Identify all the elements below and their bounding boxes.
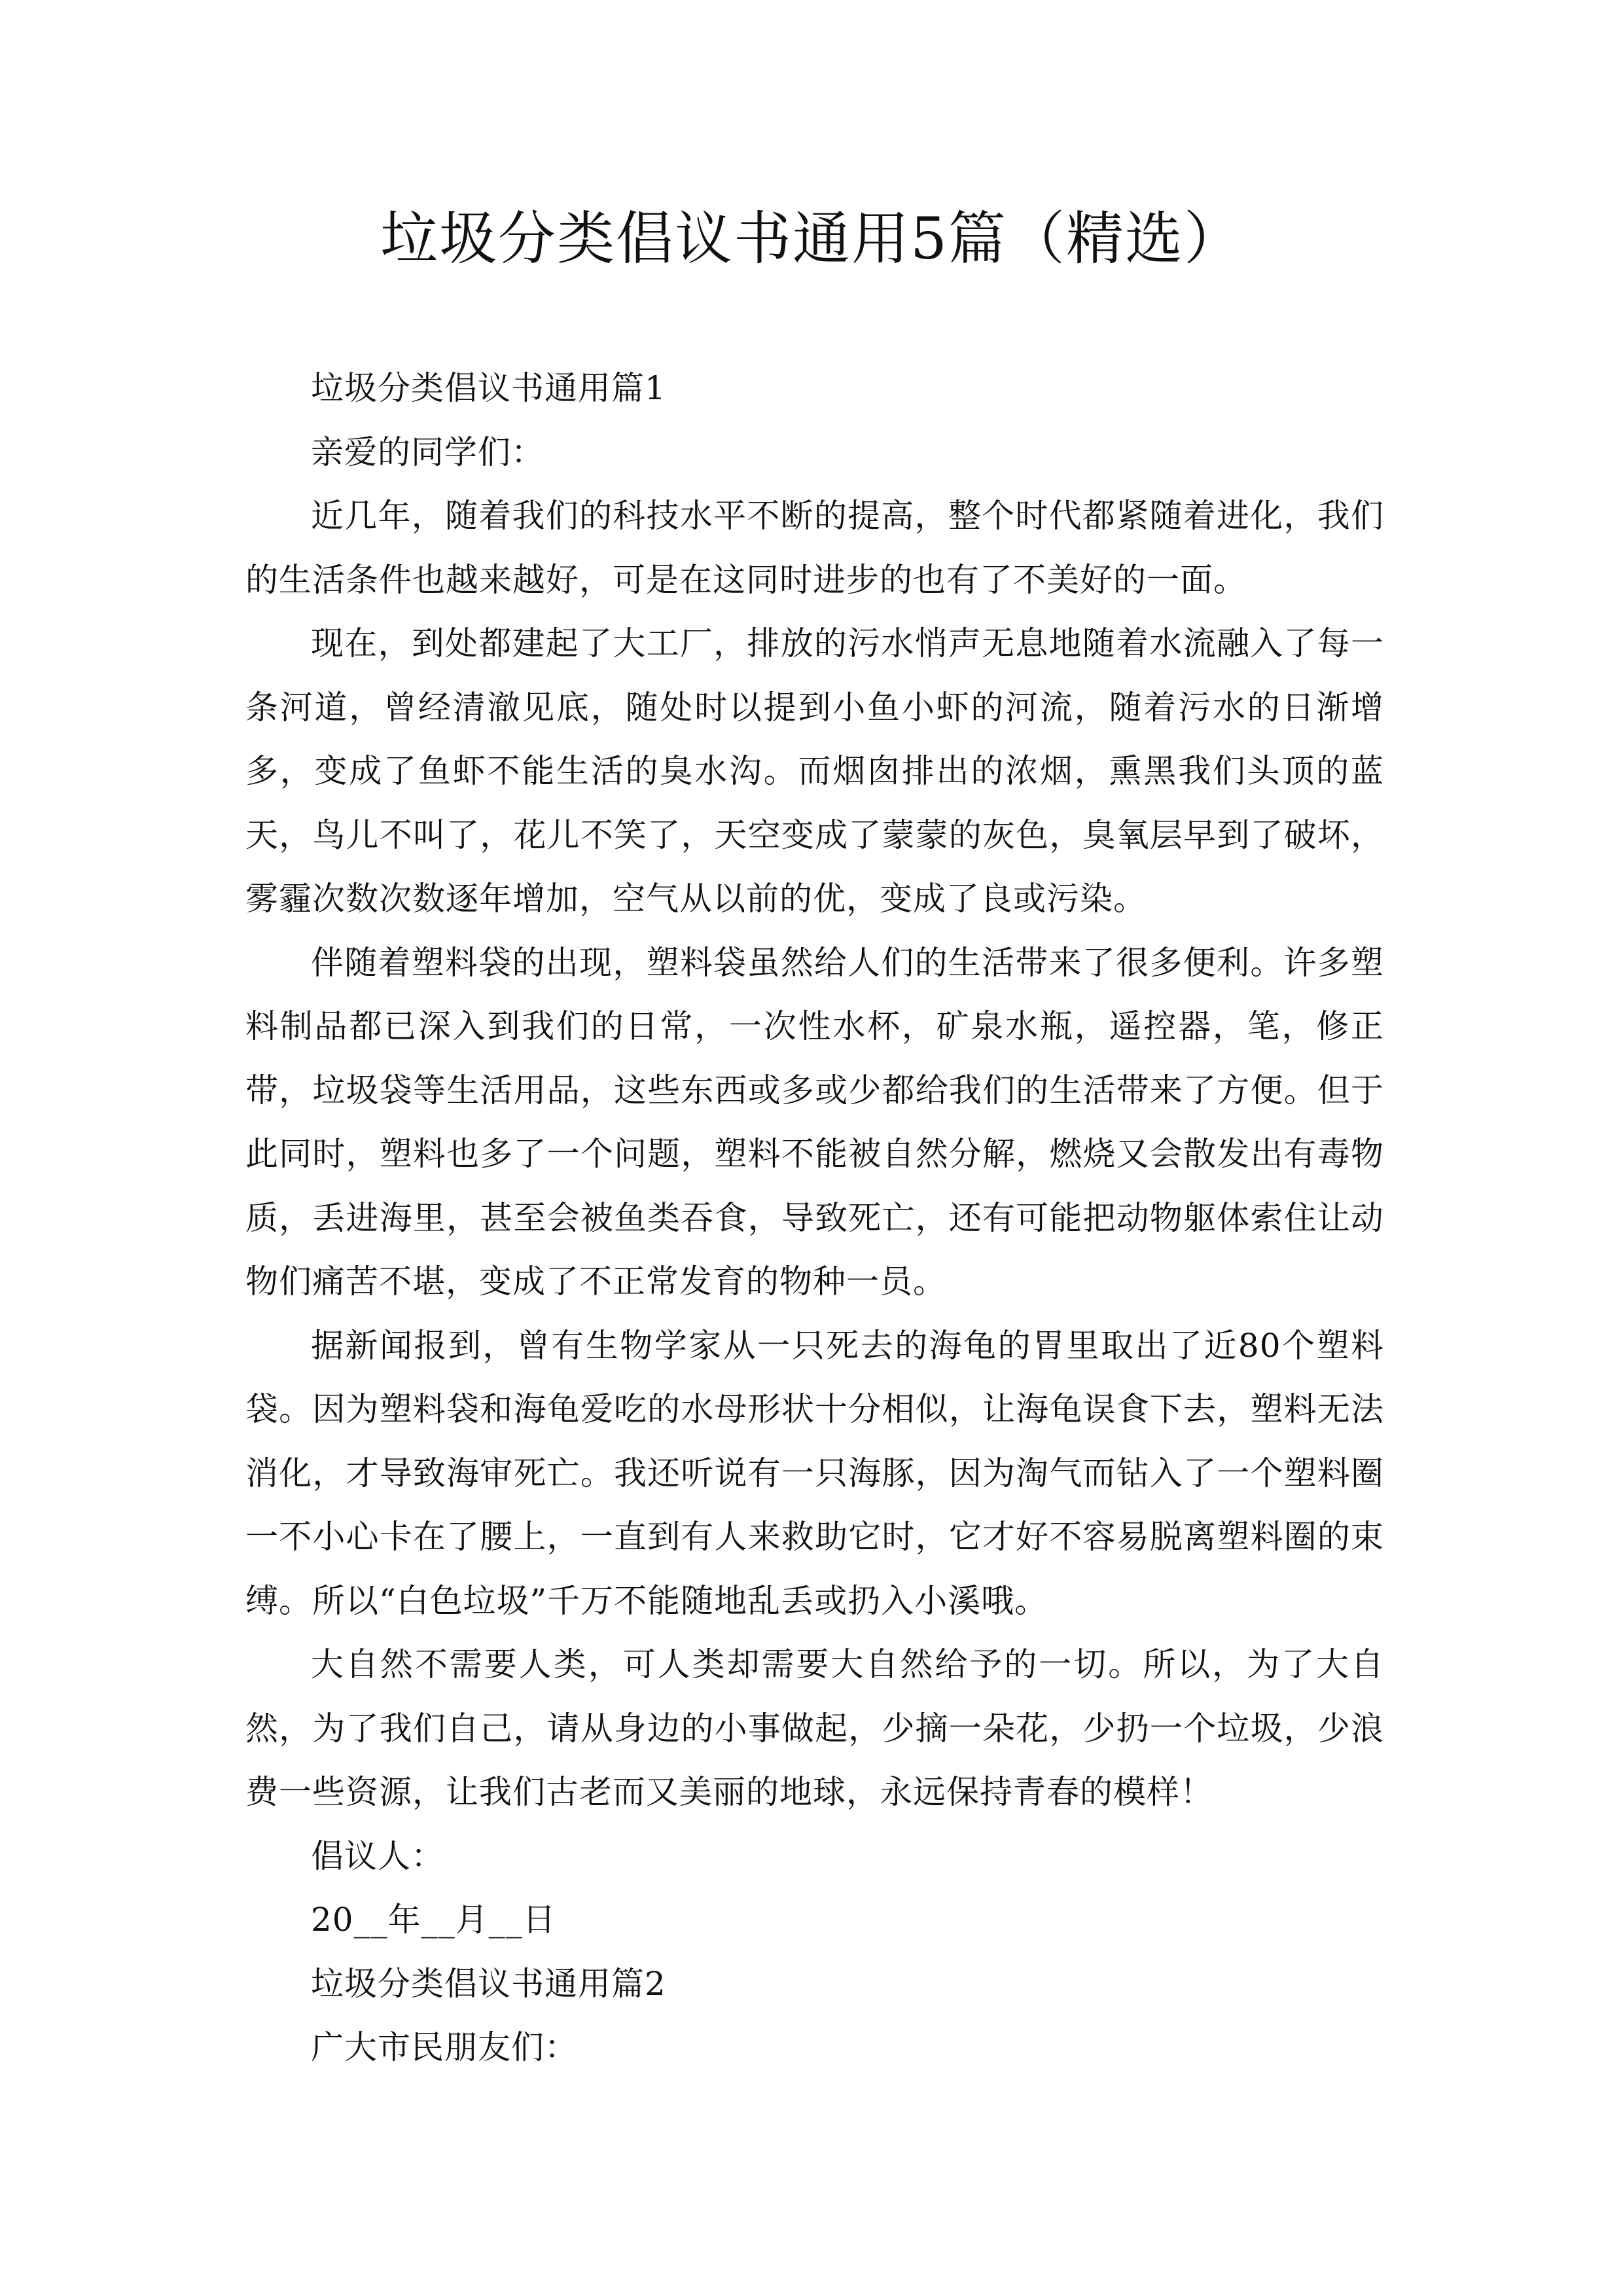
paragraph: 据新闻报到，曾有生物学家从一只死去的海龟的胃里取出了近80个塑料袋。因为塑料袋和海龟爱吃的水母形状十分相似，让海龟误食下去，塑料无法消化，才导致海审死亡。我还听说有一只海豚，因为淘气而钻入了一个塑料圈一不小心卡在了腰上，一直到有人来救助它时，它才好不容易脱离塑料圈的束缚。所以“白色垃圾”千万不能随地乱丢或扔入小溪哦。 <box>245 1326 1384 1620</box>
section-heading-2: 垃圾分类倡议书通用篇2 <box>311 1964 666 2003</box>
paragraph: 大自然不需要人类，可人类却需要大自然给予的一切。所以，为了大自然，为了我们自己，请从身边的小事做起，少摘一朵花，少扔一个垃圾，少浪费一些资源，让我们古老而又美丽的地球，永远保持青春的模样！ <box>245 1645 1384 1811</box>
paragraph: 现在，到处都建起了大工厂，排放的污水悄声无息地随着水流融入了每一条河道，曾经清澈见底，随处时以提到小鱼小虾的河流，随着污水的日渐增多，变成了鱼虾不能生活的臭水沟。而烟囱排出的浓烟，熏黑我们头顶的蓝天，鸟儿不叫了，花儿不笑了，天空变成了蒙蒙的灰色，臭氧层早到了破坏，雾霾次数次数逐年增加，空气从以前的优，变成了良或污染。 <box>245 624 1384 918</box>
salutation: 广大市民朋友们： <box>311 2028 578 2066</box>
section-heading-1: 垃圾分类倡议书通用篇1 <box>311 369 666 407</box>
document-title: 垃圾分类倡议书通用5篇（精选） <box>380 205 1243 272</box>
salutation: 亲爱的同学们： <box>311 433 544 471</box>
paragraph: 近几年，随着我们的科技水平不断的提高，整个时代都紧随着进化，我们的生活条件也越来越好，可是在这同时进步的也有了不美好的一面。 <box>245 497 1384 599</box>
document-body <box>245 357 1384 2080</box>
signature-label: 倡议人： <box>311 1837 444 1875</box>
date-line: 20__年__月__日 <box>311 1901 556 1939</box>
paragraph: 伴随着塑料袋的出现，塑料袋虽然给人们的生活带来了很多便利。许多塑料制品都已深入到我们的日常，一次性水杯，矿泉水瓶，遥控器，笔，修正带，垃圾袋等生活用品，这些东西或多或少都给我们的生活带来了方便。但于此同时，塑料也多了一个问题，塑料不能被自然分解，燃烧又会散发出有毒物质，丢进海里，甚至会被鱼类吞食，导致死亡，还有可能把动物躯体索住让动物们痛苦不堪，变成了不正常发育的物种一员。 <box>245 943 1384 1300</box>
